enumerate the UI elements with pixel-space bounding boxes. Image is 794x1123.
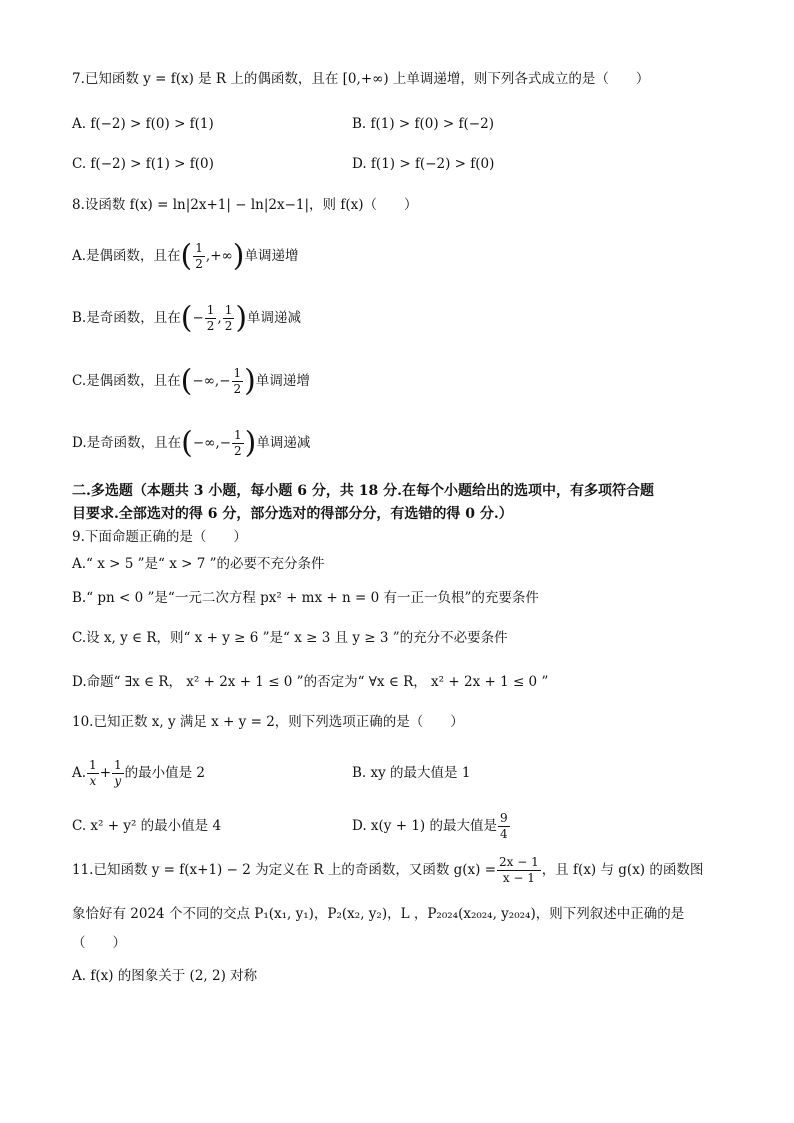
q7-option-c: C. f(−2) > f(1) > f(0)	[72, 156, 214, 172]
fraction-half: $\frac{1}{2}$	[234, 428, 242, 458]
q8-a-prefix: A.是偶函数，且在	[72, 248, 181, 264]
q8-option-d	[72, 425, 310, 461]
q11-stem-line2: 象恰好有 2024 个不同的交点 P₁(x₁, y₁)，P₂(x₂, y₂)，L ，P₂₀₂₄(x₂₀₂₄, y₂₀₂₄)，则下列叙述中正确的是	[72, 906, 685, 922]
q11-stem-suffix: ，且 f(x) 与 g(x) 的函数图	[541, 862, 704, 878]
q9-option-d: D.命题“ ∃x ∈ R， x² + 2x + 1 ≤ 0 ”的否定为“ ∀x ∈ R， x² + 2x + 1 ≤ 0 ”	[72, 674, 549, 690]
q9-stem: 9.下面命题正确的是（ ）	[72, 529, 247, 545]
paren-open: (	[181, 425, 193, 461]
fraction-1-over-x: $\frac{1}{x}$	[89, 758, 97, 788]
q8-option-b	[72, 300, 301, 336]
q10-option-c: C. x² + y² 的最小值是 4	[72, 818, 222, 834]
interval-head: −∞,−	[192, 435, 232, 451]
paren-open: (	[180, 363, 193, 399]
section2-heading-line2: 目要求.全部选对的得 6 分，部分选对的得部分分，有选错的得 0 分.）	[72, 506, 513, 522]
q8-d-suffix: 单调递减	[256, 435, 311, 451]
q10-a-prefix: A.	[72, 765, 87, 781]
q10-stem: 10.已知正数 x, y 满足 x + y = 2，则下列选项正确的是（ ）	[72, 714, 464, 730]
q8-c-prefix: C.是偶函数，且在	[72, 373, 181, 389]
q7-option-d: D. f(1) > f(−2) > f(0)	[352, 156, 495, 172]
paren-close: )	[244, 363, 256, 399]
q7-stem: 7.已知函数 y = f(x) 是 R 上的偶函数，且在 [0,+∞) 上单调递增，则下列各式成立的是（ ）	[72, 71, 650, 87]
fraction-half: $\frac{1}{2}$	[195, 241, 203, 271]
q8-option-c	[72, 363, 310, 399]
fraction-half: $\frac{1}{2}$	[206, 303, 215, 333]
q8-b-prefix: B.是奇函数，且在	[72, 310, 181, 326]
q10-option-a	[72, 753, 205, 793]
q10-d-prefix: D. x(y + 1) 的最大值是	[352, 818, 497, 834]
fraction-half: $\frac{1}{2}$	[224, 303, 233, 333]
q7-option-a: A. f(−2) > f(0) > f(1)	[72, 116, 214, 132]
q11-option-a: A. f(x) 的图象关于 (2, 2) 对称	[72, 968, 258, 984]
paren-open: (	[180, 238, 193, 274]
q10-a-suffix: 的最小值是 2	[124, 765, 206, 781]
q11-stem-prefix: 11.已知函数 y = f(x+1) − 2 为定义在 R 上的奇函数，又函数 g(x) =	[72, 862, 497, 878]
section2-heading-line1: 二.多选题（本题共 3 小题，每小题 6 分，共 18 分.在每个小题给出的选项中，有多项符合题	[72, 483, 654, 499]
fraction-1-over-y: $\frac{1}{y}$	[114, 758, 122, 788]
q8-stem: 8.设函数 f(x) = ln|2x+1| − ln|2x−1|，则 f(x)（ ）	[72, 197, 418, 213]
comma: ,	[217, 310, 222, 326]
interval-tail: ,+∞	[205, 248, 233, 264]
fraction-half: $\frac{1}{2}$	[233, 366, 242, 396]
q8-a-suffix: 单调递增	[244, 248, 299, 264]
interval-head: −∞,−	[192, 373, 231, 389]
fraction-gx: $\frac{2x - 1}{x - 1}$	[499, 855, 539, 885]
q9-option-a: A.“ x > 5 ”是“ x > 7 ”的必要不充分条件	[72, 556, 325, 572]
q8-d-prefix: D.是奇函数，且在	[72, 435, 182, 451]
q11-stem-line3: （ ）	[72, 935, 126, 951]
q8-option-a	[72, 238, 298, 274]
paren-close: )	[244, 425, 257, 461]
fraction-9-over-4: $\frac{9}{4}$	[499, 811, 508, 841]
q10-option-b: B. xy 的最大值是 1	[352, 765, 471, 781]
q11-stem	[72, 850, 703, 890]
paren-close: )	[232, 238, 245, 274]
q9-option-b: B.“ pn < 0 ”是“一元二次方程 px² + mx + n = 0 有一正一负根”的充要条件	[72, 590, 539, 606]
paren-close: )	[235, 300, 248, 336]
q8-c-suffix: 单调递增	[255, 373, 310, 389]
minus-sign: −	[192, 310, 204, 326]
q7-option-b: B. f(1) > f(0) > f(−2)	[352, 116, 494, 132]
q8-b-suffix: 单调递减	[247, 310, 302, 326]
paren-open: (	[180, 300, 193, 336]
q9-option-c: C.设 x, y ∈ R，则“ x + y ≥ 6 ”是“ x ≥ 3 且 y ≥ 3 ”的充分不必要条件	[72, 630, 508, 646]
plus-sign: +	[99, 765, 111, 781]
q10-option-d	[352, 806, 511, 846]
